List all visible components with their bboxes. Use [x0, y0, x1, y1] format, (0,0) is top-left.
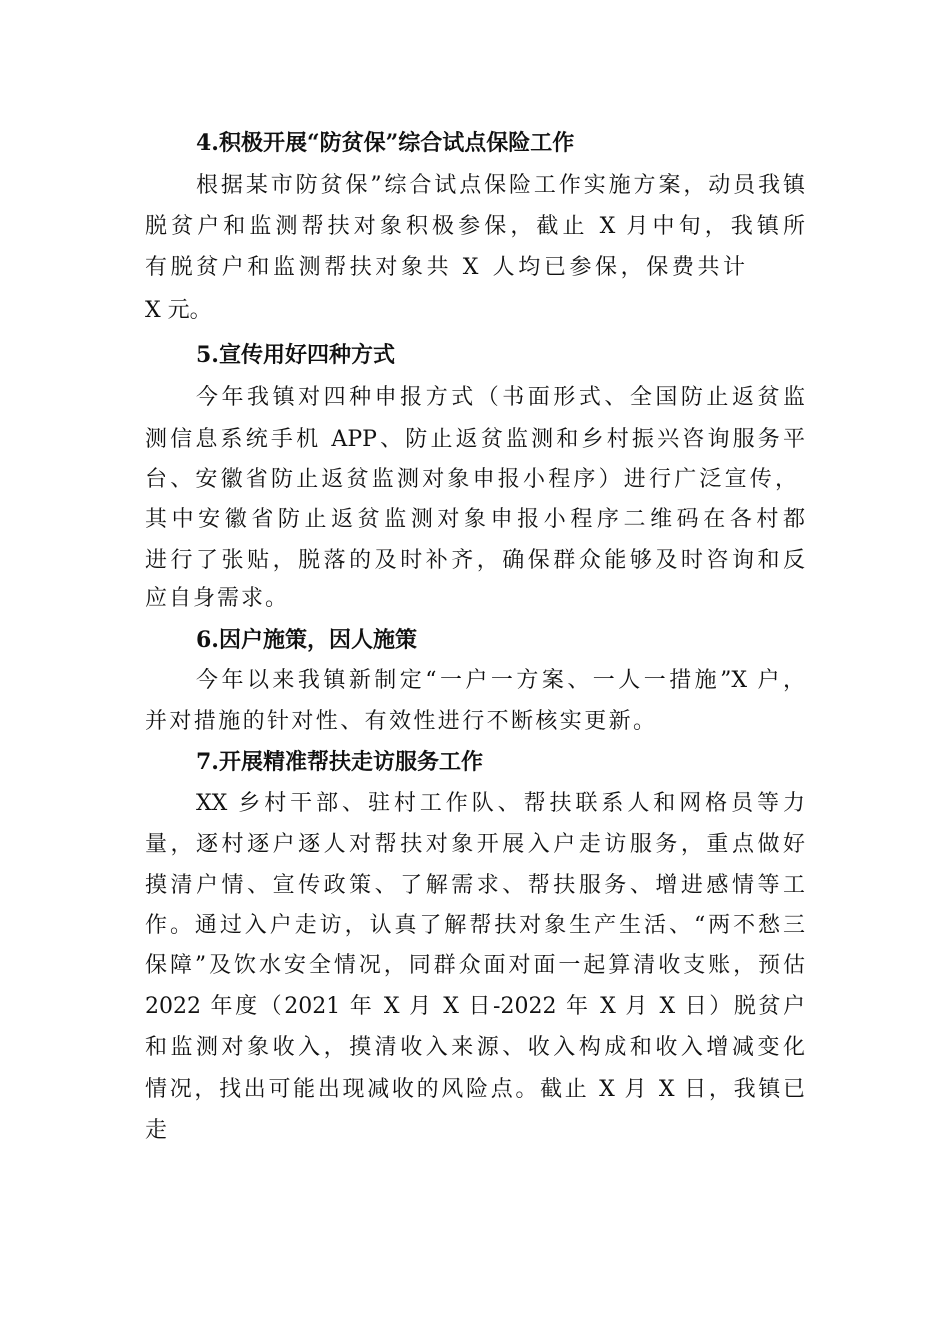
paragraph-line: 2022 年度（2021 年 X 月 X 日-2022 年 X 月 X 日）脱贫户 — [145, 994, 805, 1019]
paragraph-line: 作。通过入户走访，认真了解帮扶对象生产生活、“两不愁三 — [145, 913, 805, 938]
paragraph-line: 有脱贫户和监测帮扶对象共 X 人均已参保，保费共计 — [145, 255, 749, 280]
paragraph-line: 测信息系统手机 APP、防止返贫监测和乡村振兴咨询服务平 — [145, 427, 805, 452]
paragraph-line: 量，逐村逐户逐人对帮扶对象开展入户走访服务，重点做好 — [145, 832, 805, 857]
paragraph-line: 摸清户情、宣传政策、了解需求、帮扶服务、增进感情等工 — [145, 873, 805, 898]
paragraph-line: 其中安徽省防止返贫监测对象申报小程序二维码在各村都 — [145, 507, 805, 532]
section-heading: 7.开展精准帮扶走访服务工作 — [196, 749, 483, 775]
paragraph-line: XX 乡村干部、驻村工作队、帮扶联系人和网格员等力 — [196, 791, 805, 816]
paragraph-line: 应自身需求。 — [145, 586, 290, 611]
paragraph-line: 走 — [145, 1118, 168, 1143]
paragraph-line: 台、安徽省防止返贫监测对象申报小程序）进行广泛宣传， — [145, 467, 801, 492]
paragraph-line: 今年我镇对四种申报方式（书面形式、全国防止返贫监 — [196, 385, 805, 410]
paragraph-line: 并对措施的针对性、有效性进行不断核实更新。 — [145, 709, 658, 734]
paragraph-line: 今年以来我镇新制定“一户一方案、一人一措施”X 户， — [196, 668, 805, 693]
section-heading: 5.宣传用好四种方式 — [196, 342, 395, 368]
section-heading: 4.积极开展“防贫保”综合试点保险工作 — [196, 130, 575, 156]
paragraph-line: 情况，找出可能出现减收的风险点。截止 X 月 X 日，我镇已 — [145, 1077, 805, 1102]
paragraph-line: 和监测对象收入，摸清收入来源、收入构成和收入增减变化 — [145, 1035, 805, 1060]
paragraph-line: 保障”及饮水安全情况，同群众面对面一起算清收支账，预估 — [145, 953, 805, 978]
paragraph-line: 进行了张贴，脱落的及时补齐，确保群众能够及时咨询和反 — [145, 548, 805, 573]
paragraph-line: 脱贫户和监测帮扶对象积极参保，截止 X 月中旬，我镇所 — [145, 214, 805, 239]
section-heading: 6.因户施策，因人施策 — [196, 627, 417, 653]
paragraph-line: 根据某市防贫保”综合试点保险工作实施方案，动员我镇 — [196, 173, 805, 198]
paragraph-line: X 元。 — [145, 298, 212, 323]
